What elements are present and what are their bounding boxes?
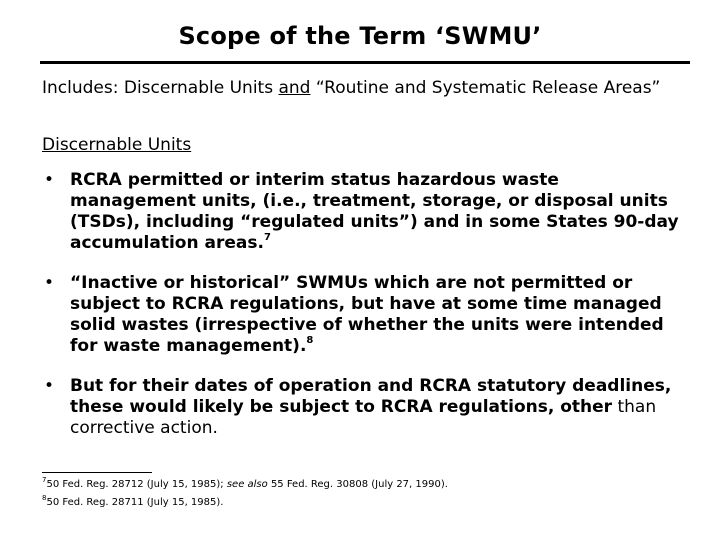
bullet-item xyxy=(42,273,682,357)
footnote-text: 50 Fed. Reg. 28711 (July 15, 1985). xyxy=(46,497,224,508)
bullet-text-tail: than corrective action. xyxy=(70,397,657,438)
bullet-list xyxy=(42,170,682,458)
includes-prefix: Includes: Discernable Units xyxy=(42,78,279,98)
bullet-item xyxy=(42,170,682,254)
bullet-icon: • xyxy=(44,273,55,293)
section-heading: Discernable Units xyxy=(42,135,192,155)
footnote-text-end: 55 Fed. Reg. 30808 (July 27, 1990). xyxy=(267,479,448,490)
includes-suffix: “Routine and Systematic Release Areas” xyxy=(310,78,661,98)
footnote-divider xyxy=(42,472,152,473)
footnote-number: 8 xyxy=(42,493,47,502)
page-title: Scope of the Term ‘SWMU’ xyxy=(178,22,542,50)
footnote-number: 7 xyxy=(42,475,47,484)
footnote-8 xyxy=(42,493,224,509)
bullet-item xyxy=(42,376,682,439)
title-divider xyxy=(40,61,690,64)
footnote-italic: see also xyxy=(226,479,268,490)
bullet-text: “Inactive or historical” SWMUs which are not permitted or subject to RCRA regulations, but have at some time managed solid wastes (irrespective of whether the units were intended for waste management). xyxy=(70,273,664,356)
includes-and: and xyxy=(278,78,311,98)
footnote-ref: 8 xyxy=(306,335,314,347)
bullet-icon: • xyxy=(44,376,55,396)
includes-statement xyxy=(42,78,708,99)
bullet-text: RCRA permitted or interim status hazardous waste management units, (i.e., treatment, storage, or disposal units (TSDs), including “regulated units”) and in some States 90-day accumulation areas. xyxy=(70,170,679,253)
bullet-icon: • xyxy=(44,170,55,190)
footnote-ref: 7 xyxy=(263,232,271,244)
footnote-text: 50 Fed. Reg. 28712 (July 15, 1985); xyxy=(46,479,227,490)
footnote-7 xyxy=(42,475,448,491)
bullet-text: But for their dates of operation and RCRA statutory deadlines, these would likely be subject to RCRA regulations, other xyxy=(70,376,672,417)
